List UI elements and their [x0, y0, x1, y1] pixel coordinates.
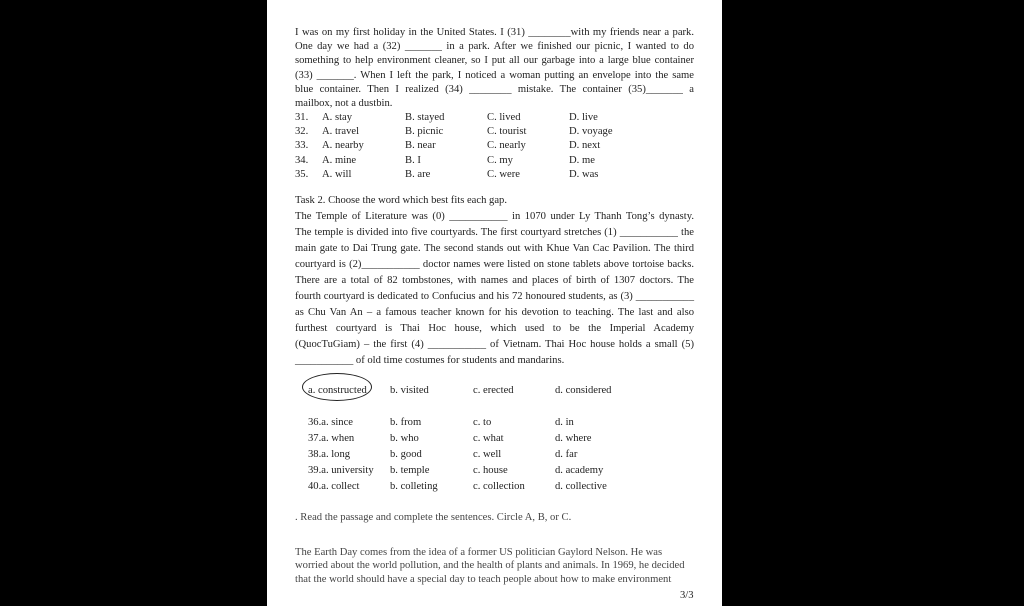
option-a: 37.a. when — [308, 433, 355, 444]
option-a: 38.a. long — [308, 449, 351, 460]
page-number: 3/3 — [680, 590, 694, 601]
option-a: A. mine — [322, 154, 357, 166]
example-option-c: c. erected — [473, 385, 514, 396]
option-d: d. collective — [555, 481, 607, 492]
option-a: A. nearby — [322, 140, 364, 152]
example-option-d: d. considered — [555, 385, 612, 396]
option-b: b. from — [390, 417, 422, 428]
passage-1-line: I was on my first holiday in the United States. I (31) ________with my friends near a park. — [295, 27, 694, 38]
option-c: C. were — [487, 168, 520, 180]
passage-1-line: mailbox, not a dustbin. — [295, 98, 393, 110]
option-d: d. where — [555, 433, 592, 444]
option-c: c. collection — [473, 481, 525, 492]
option-c: c. what — [473, 433, 504, 444]
task-2-line: The temple is divided into five courtyards. The first courtyard stretches (1) ___________ the — [295, 227, 694, 238]
example-option-b: b. visited — [390, 385, 429, 396]
option-d: D. next — [569, 140, 601, 152]
option-c: c. house — [473, 465, 508, 476]
task-2-line: The Temple of Literature was (0) ___________ in 1070 under Ly Thanh Tong’s dynasty. — [295, 211, 694, 222]
option-d: d. far — [555, 449, 578, 460]
task-2-line: ___________ of old time costumes for students and mandarins. — [295, 355, 565, 366]
question-number: 35. — [295, 168, 309, 180]
option-c: c. to — [473, 417, 492, 428]
question-number: 34. — [295, 154, 309, 166]
task-3-instruction-text: . Read the passage and complete the sentences. Circle A, B, or C. — [295, 512, 572, 523]
task-3-line: worried about the world pollution, and the health of plants and animals. In 1969, he decided — [295, 560, 685, 572]
option-c: c. well — [473, 449, 502, 460]
option-a: 36.a. since — [308, 417, 354, 428]
option-b: B. near — [405, 140, 436, 152]
task-2-heading — [295, 194, 694, 208]
option-a: 39.a. university — [308, 465, 374, 476]
question-number: 31. — [295, 112, 309, 123]
option-c: C. nearly — [487, 140, 526, 152]
option-b: B. I — [405, 154, 421, 166]
option-b: b. colleting — [390, 481, 438, 492]
option-b: b. temple — [390, 465, 430, 476]
example-option-a: a. constructed — [308, 385, 367, 396]
option-a: A. stay — [322, 112, 353, 123]
option-b: B. picnic — [405, 126, 444, 138]
task-2-line: (QuocTuGiam) – the first (4) ___________ of Vietnam. Thai Hoc house holds a small (5) — [295, 339, 694, 350]
option-d: d. academy — [555, 465, 604, 476]
task-2-line: as Chu Van An – a famous teacher known for his devotion to teaching. The last and also — [295, 307, 694, 318]
task-2-line: main gate to Dai Trung gate. The second stands out with Khue Van Cac Pavilion. The third — [295, 243, 694, 254]
passage-1-line: blue container. Then I realized (34) ________ mistake. The container (35)_______ a — [295, 83, 694, 95]
option-c: C. tourist — [487, 126, 527, 138]
task-3-line: that the world should have a special day to teach people about how to make environment — [295, 573, 672, 585]
option-a: 40.a. collect — [308, 481, 360, 492]
option-d: D. was — [569, 168, 599, 180]
task-2-line: courtyard is (2)___________ doctor names were listed on stone tablets above tortoise backs. — [295, 259, 694, 270]
option-c: C. my — [487, 154, 513, 166]
option-a: A. travel — [322, 126, 360, 138]
document-page — [267, 0, 722, 606]
task-2-passage — [295, 209, 694, 369]
option-d: D. me — [569, 154, 595, 166]
question-number: 32. — [295, 126, 309, 138]
option-d: D. live — [569, 112, 598, 123]
task-2-line: furthest courtyard is Thai Hoc house, which used to be the Imperial Academy — [295, 323, 694, 334]
task-3-instruction — [295, 511, 694, 525]
task-2-line: fourth courtyard is dedicated to Confucius and his 72 honoured students, as (3) ___________ — [295, 291, 694, 302]
passage-1-line: something to help environment cleaner, so I put all our garbage into a large blue container — [295, 55, 694, 67]
option-c: C. lived — [487, 112, 521, 123]
task-2-heading-text: Task 2. Choose the word which best fits each gap. — [295, 195, 507, 206]
passage-1-line: (33) _______. When I left the park, I noticed a woman putting an envelope into the same — [295, 69, 694, 81]
passage-1-line: One day we had a (32) _______ in a park. After we finished our picnic, I wanted to do — [295, 41, 694, 53]
question-number: 33. — [295, 140, 309, 152]
option-b: b. who — [390, 433, 419, 444]
option-b: B. are — [405, 168, 431, 180]
option-b: B. stayed — [405, 112, 445, 123]
option-d: D. voyage — [569, 126, 613, 138]
task-3-line: The Earth Day comes from the idea of a former US politician Gaylord Nelson. He was — [295, 547, 663, 558]
passage-1 — [295, 26, 694, 111]
task-2-line: There are a total of 82 tombstones, with names and places of birth of 1307 doctors. The — [295, 275, 694, 286]
option-a: A. will — [322, 168, 352, 180]
task-3-passage — [295, 546, 694, 586]
option-d: d. in — [555, 417, 574, 428]
option-b: b. good — [390, 449, 422, 460]
